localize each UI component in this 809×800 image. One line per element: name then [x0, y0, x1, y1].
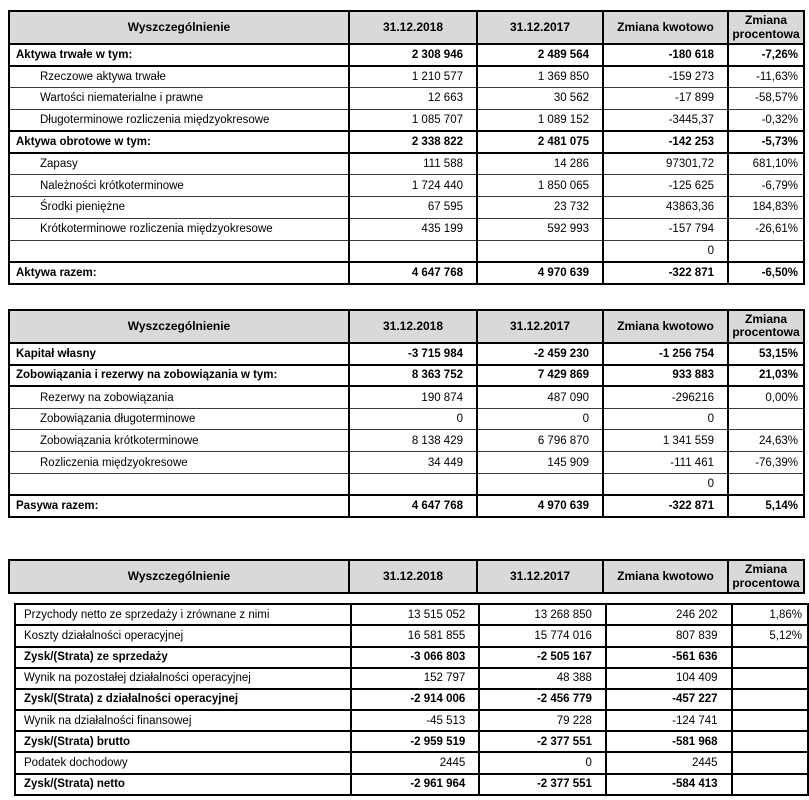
value-2018: 152 797 [351, 668, 480, 689]
column-header-change-amount: Zmiana kwotowo [603, 11, 728, 44]
change-percent: 184,83% [728, 197, 804, 219]
row-label: Wynik na działalności finansowej [15, 710, 351, 731]
value-2017: 4 970 639 [477, 262, 603, 284]
value-2018 [349, 474, 477, 496]
change-amount: -159 273 [603, 66, 728, 88]
row-label: Zysk/(Strata) ze sprzedaży [15, 647, 351, 668]
change-amount: -322 871 [603, 262, 728, 284]
change-amount: 2445 [606, 752, 732, 773]
value-2018 [349, 240, 477, 262]
income-statement-table-body [15, 604, 808, 795]
change-percent: 53,15% [728, 343, 804, 365]
change-percent: -76,39% [728, 452, 804, 474]
change-percent [732, 668, 808, 689]
row-label: Kapitał własny [9, 343, 349, 365]
value-2018: 1 085 707 [349, 109, 477, 131]
value-2018: -2 961 964 [351, 774, 480, 795]
row-label: Przychody netto ze sprzedaży i zrównane z nimi [15, 604, 351, 625]
value-2018: -3 715 984 [349, 343, 477, 365]
change-percent: 21,03% [728, 365, 804, 387]
change-amount: 43863,36 [603, 197, 728, 219]
income-statement-table-header [9, 560, 804, 593]
liabilities-table-body [9, 343, 804, 517]
assets-table [8, 10, 805, 285]
row-label: Pasywa razem: [9, 495, 349, 517]
value-2018: 2 338 822 [349, 131, 477, 153]
value-2018: 8 363 752 [349, 365, 477, 387]
change-amount: -124 741 [606, 710, 732, 731]
row-label: Należności krótkoterminowe [9, 175, 349, 197]
header-row [9, 560, 804, 593]
value-2018: -2 914 006 [351, 689, 480, 710]
table-row [9, 153, 804, 175]
column-header-specification: Wyszczególnienie [9, 310, 349, 343]
change-percent: -7,26% [728, 44, 804, 66]
value-2017: 487 090 [477, 386, 603, 408]
value-2018: 1 210 577 [349, 66, 477, 88]
value-2017: 0 [479, 752, 606, 773]
column-header-change-percent: Zmiana procentowa [728, 560, 804, 593]
table-row [9, 495, 804, 517]
value-2018: 2 308 946 [349, 44, 477, 66]
table-row [9, 66, 804, 88]
change-amount: -111 461 [603, 452, 728, 474]
change-amount: 246 202 [606, 604, 732, 625]
value-2017: -2 377 551 [479, 774, 606, 795]
value-2018: 13 515 052 [351, 604, 480, 625]
change-percent: -0,32% [728, 109, 804, 131]
table-row [9, 474, 804, 496]
table-row [9, 386, 804, 408]
change-amount: 97301,72 [603, 153, 728, 175]
change-amount: -561 636 [606, 647, 732, 668]
value-2017: 7 429 869 [477, 365, 603, 387]
value-2017: 4 970 639 [477, 495, 603, 517]
value-2018: 190 874 [349, 386, 477, 408]
table-row [15, 625, 808, 646]
value-2018: 111 588 [349, 153, 477, 175]
value-2018: 435 199 [349, 218, 477, 240]
change-percent [732, 647, 808, 668]
column-header-2018: 31.12.2018 [349, 560, 477, 593]
value-2018: -2 959 519 [351, 731, 480, 752]
value-2017: 2 489 564 [477, 44, 603, 66]
value-2017: -2 505 167 [479, 647, 606, 668]
change-amount: -17 899 [603, 88, 728, 110]
row-label [9, 240, 349, 262]
table-row [15, 689, 808, 710]
value-2018: 12 663 [349, 88, 477, 110]
change-percent: 5,12% [732, 625, 808, 646]
value-2017: 14 286 [477, 153, 603, 175]
row-label: Zysk/(Strata) netto [15, 774, 351, 795]
change-percent [732, 710, 808, 731]
value-2018: 4 647 768 [349, 495, 477, 517]
table-row [15, 604, 808, 625]
table-row [9, 452, 804, 474]
table-row [9, 88, 804, 110]
change-amount: -581 968 [606, 731, 732, 752]
change-amount: -584 413 [606, 774, 732, 795]
value-2017: 48 388 [479, 668, 606, 689]
row-label: Aktywa obrotowe w tym: [9, 131, 349, 153]
change-percent: -58,57% [728, 88, 804, 110]
row-label: Krótkoterminowe rozliczenia międzyokresowe [9, 218, 349, 240]
change-amount: -322 871 [603, 495, 728, 517]
row-label: Wynik na pozostałej działalności operacyjnej [15, 668, 351, 689]
value-2018: 1 724 440 [349, 175, 477, 197]
row-label: Długoterminowe rozliczenia międzyokresowe [9, 109, 349, 131]
value-2017: 1 089 152 [477, 109, 603, 131]
column-header-change-amount: Zmiana kwotowo [603, 560, 728, 593]
change-amount: 0 [603, 408, 728, 430]
change-percent [732, 731, 808, 752]
change-amount: 933 883 [603, 365, 728, 387]
value-2017: -2 456 779 [479, 689, 606, 710]
table-row [15, 647, 808, 668]
value-2018: -45 513 [351, 710, 480, 731]
column-header-change-percent: Zmiana procentowa [728, 11, 804, 44]
change-percent [732, 689, 808, 710]
column-header-2017: 31.12.2017 [477, 560, 603, 593]
change-amount: -457 227 [606, 689, 732, 710]
change-percent: -6,50% [728, 262, 804, 284]
table-row [15, 774, 808, 795]
value-2018: 0 [349, 408, 477, 430]
income-statement-header-table [8, 559, 805, 594]
change-percent: 5,14% [728, 495, 804, 517]
column-header-2018: 31.12.2018 [349, 310, 477, 343]
value-2017: 145 909 [477, 452, 603, 474]
row-label: Rozliczenia międzyokresowe [9, 452, 349, 474]
table-row [9, 197, 804, 219]
liabilities-table-header [9, 310, 804, 343]
row-label: Rezerwy na zobowiązania [9, 386, 349, 408]
table-row [9, 175, 804, 197]
row-label: Koszty działalności operacyjnej [15, 625, 351, 646]
change-percent [728, 474, 804, 496]
table-row [9, 44, 804, 66]
change-percent [732, 774, 808, 795]
change-percent [728, 408, 804, 430]
assets-table-header [9, 11, 804, 44]
table-row [9, 408, 804, 430]
change-percent: 0,00% [728, 386, 804, 408]
change-amount: -142 253 [603, 131, 728, 153]
change-amount: 807 839 [606, 625, 732, 646]
table-row [9, 218, 804, 240]
value-2017: 592 993 [477, 218, 603, 240]
table-row [9, 131, 804, 153]
change-amount: 0 [603, 240, 728, 262]
row-label: Aktywa razem: [9, 262, 349, 284]
change-percent: 1,86% [732, 604, 808, 625]
row-label: Zysk/(Strata) brutto [15, 731, 351, 752]
column-header-specification: Wyszczególnienie [9, 11, 349, 44]
value-2017: -2 459 230 [477, 343, 603, 365]
change-percent: 681,10% [728, 153, 804, 175]
change-amount: -157 794 [603, 218, 728, 240]
change-percent: -26,61% [728, 218, 804, 240]
income-statement-body-table [14, 603, 809, 796]
change-percent [732, 752, 808, 773]
column-header-2017: 31.12.2017 [477, 310, 603, 343]
change-amount: -1 256 754 [603, 343, 728, 365]
row-label: Rzeczowe aktywa trwałe [9, 66, 349, 88]
row-label: Podatek dochodowy [15, 752, 351, 773]
column-header-change-amount: Zmiana kwotowo [603, 310, 728, 343]
row-label: Aktywa trwałe w tym: [9, 44, 349, 66]
value-2017: -2 377 551 [479, 731, 606, 752]
value-2018: 34 449 [349, 452, 477, 474]
value-2018: -3 066 803 [351, 647, 480, 668]
change-percent: 24,63% [728, 430, 804, 452]
value-2017 [477, 240, 603, 262]
change-amount: -296216 [603, 386, 728, 408]
change-amount: 1 341 559 [603, 430, 728, 452]
value-2017: 6 796 870 [477, 430, 603, 452]
table-row [15, 731, 808, 752]
change-amount: -180 618 [603, 44, 728, 66]
value-2017: 23 732 [477, 197, 603, 219]
table-row [9, 240, 804, 262]
value-2018: 67 595 [349, 197, 477, 219]
change-amount: -125 625 [603, 175, 728, 197]
change-amount: 104 409 [606, 668, 732, 689]
change-percent: -5,73% [728, 131, 804, 153]
change-amount: -3445,37 [603, 109, 728, 131]
value-2017: 1 369 850 [477, 66, 603, 88]
table-row [9, 109, 804, 131]
value-2018: 2445 [351, 752, 480, 773]
row-label: Zobowiązania krótkoterminowe [9, 430, 349, 452]
value-2017: 15 774 016 [479, 625, 606, 646]
value-2018: 16 581 855 [351, 625, 480, 646]
header-row [9, 310, 804, 343]
table-row [9, 365, 804, 387]
row-label: Zobowiązania długoterminowe [9, 408, 349, 430]
value-2017: 79 228 [479, 710, 606, 731]
row-label: Zapasy [9, 153, 349, 175]
value-2017: 13 268 850 [479, 604, 606, 625]
change-percent [728, 240, 804, 262]
change-percent: -6,79% [728, 175, 804, 197]
column-header-2017: 31.12.2017 [477, 11, 603, 44]
table-row [15, 752, 808, 773]
liabilities-table [8, 309, 805, 518]
table-row [15, 668, 808, 689]
row-label: Wartości niematerialne i prawne [9, 88, 349, 110]
table-row [9, 343, 804, 365]
row-label [9, 474, 349, 496]
change-percent: -11,63% [728, 66, 804, 88]
row-label: Środki pieniężne [9, 197, 349, 219]
table-row [15, 710, 808, 731]
value-2017 [477, 474, 603, 496]
assets-table-body [9, 44, 804, 284]
row-label: Zysk/(Strata) z działalności operacyjnej [15, 689, 351, 710]
row-label: Zobowiązania i rezerwy na zobowiązania w tym: [9, 365, 349, 387]
column-header-specification: Wyszczególnienie [9, 560, 349, 593]
value-2017: 2 481 075 [477, 131, 603, 153]
value-2018: 8 138 429 [349, 430, 477, 452]
table-row [9, 262, 804, 284]
column-header-2018: 31.12.2018 [349, 11, 477, 44]
header-row [9, 11, 804, 44]
column-header-change-percent: Zmiana procentowa [728, 310, 804, 343]
value-2017: 0 [477, 408, 603, 430]
change-amount: 0 [603, 474, 728, 496]
value-2018: 4 647 768 [349, 262, 477, 284]
value-2017: 1 850 065 [477, 175, 603, 197]
table-row [9, 430, 804, 452]
value-2017: 30 562 [477, 88, 603, 110]
